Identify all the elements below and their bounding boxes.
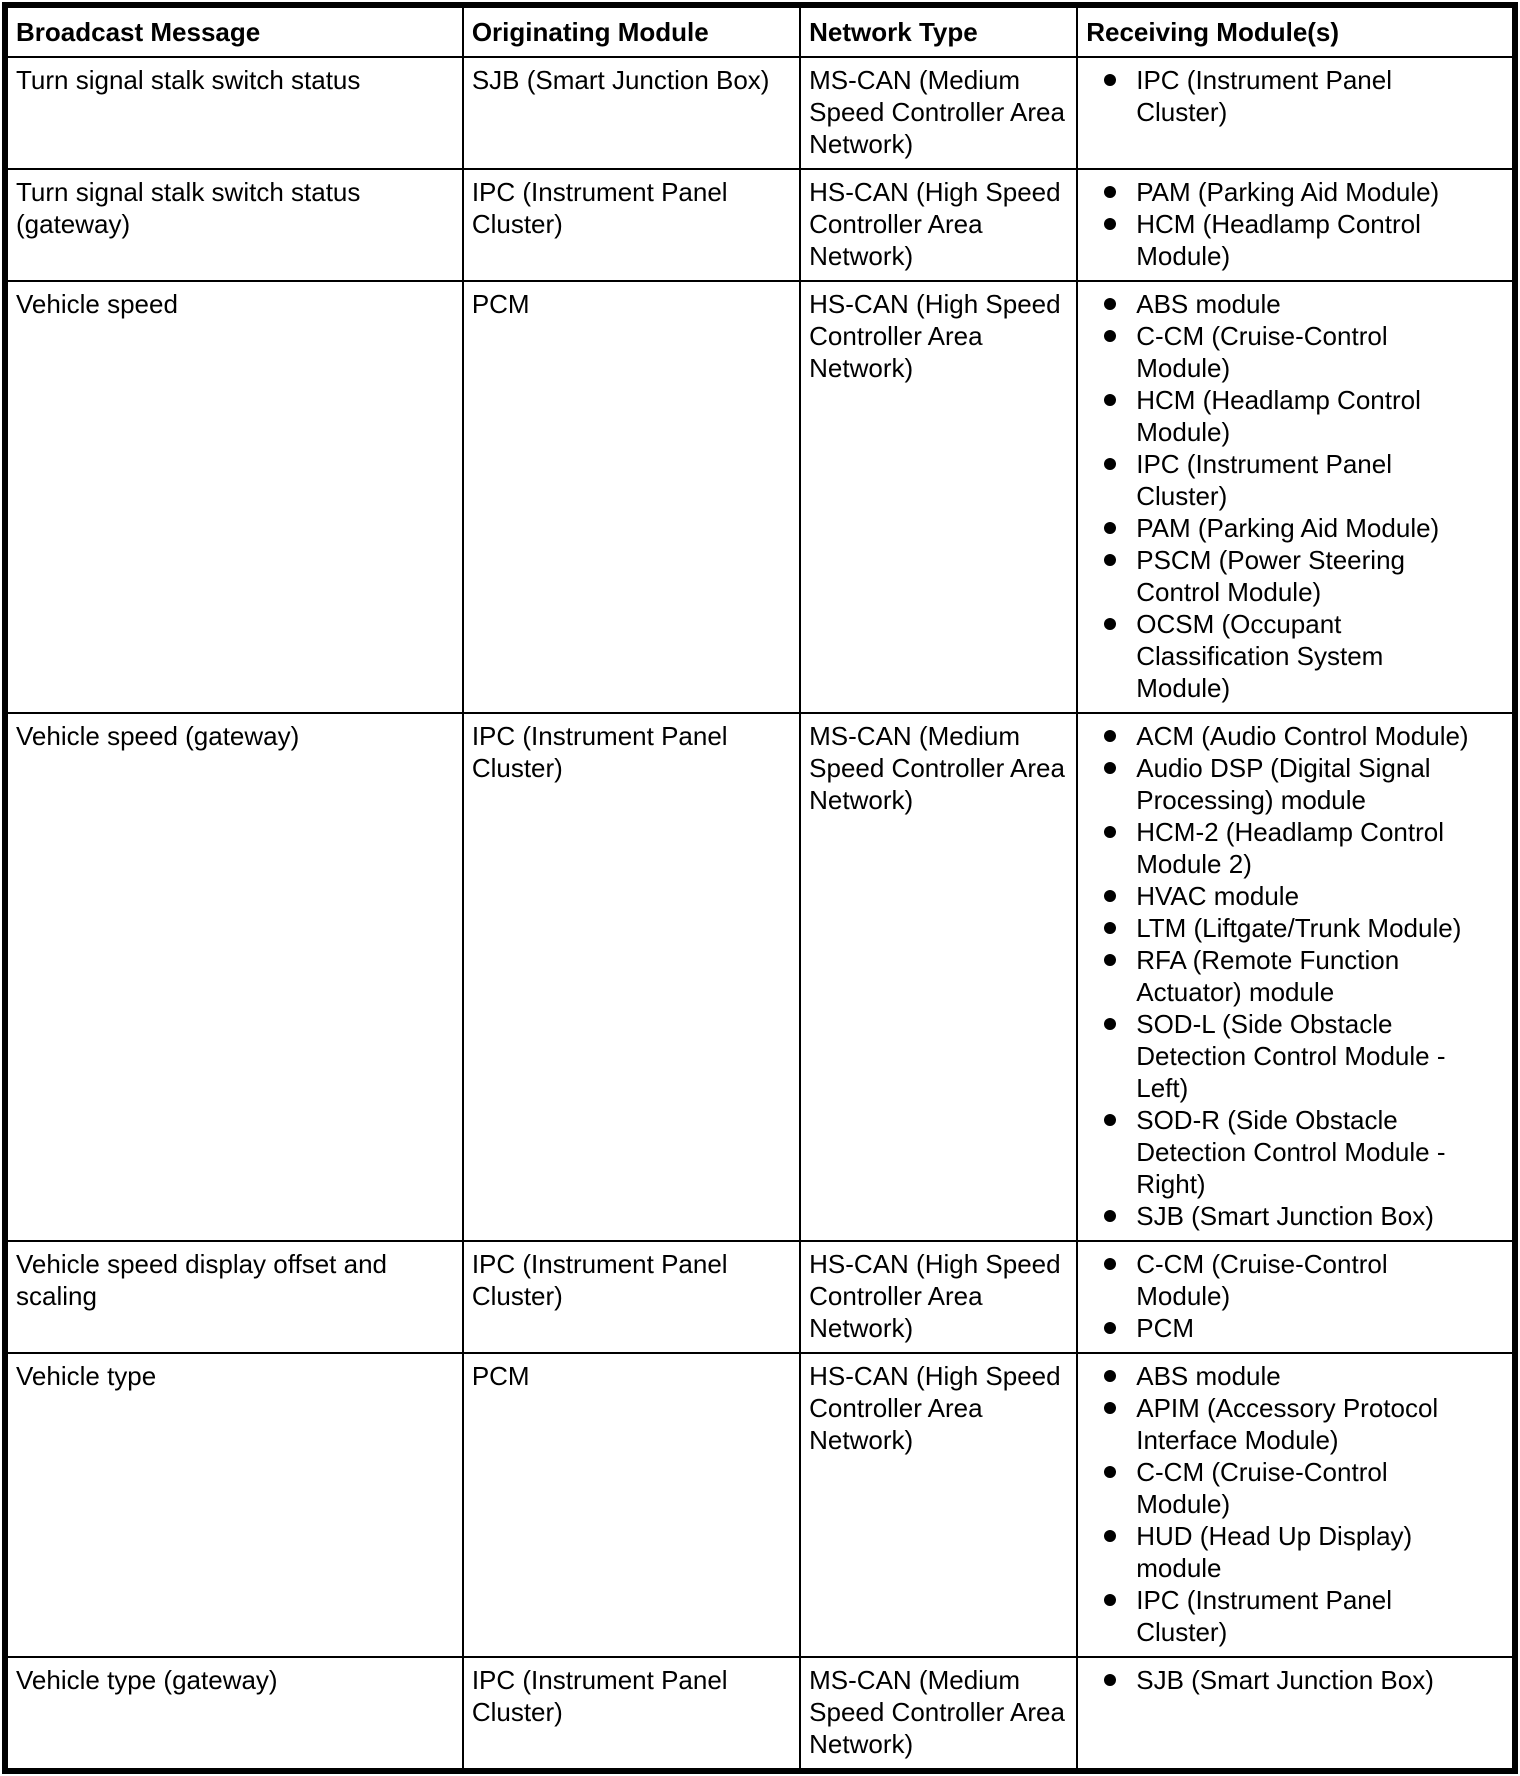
receiving-module-item (1086, 1008, 1484, 1104)
receiving-module-item (1086, 720, 1484, 752)
bullet-icon (1104, 186, 1116, 198)
receiving-module-item (1086, 544, 1484, 608)
receiving-module-label: PCM (1136, 1313, 1195, 1343)
receiving-module-label: HCM (Headlamp Control Module) (1136, 209, 1421, 271)
receiving-module-label: ACM (Audio Control Module) (1136, 721, 1469, 751)
receiving-module-item (1086, 1664, 1484, 1696)
bullet-icon (1104, 522, 1116, 534)
bullet-icon (1104, 218, 1116, 230)
cell-originating-module: PCM (463, 1353, 800, 1657)
bullet-icon (1104, 1402, 1116, 1414)
column-header-broadcast-message: Broadcast Message (5, 5, 463, 57)
receiving-module-label: SJB (Smart Junction Box) (1136, 1201, 1434, 1231)
column-header-originating-module: Originating Module (463, 5, 800, 57)
header-row (5, 5, 1515, 57)
bullet-icon (1104, 1322, 1116, 1334)
receiving-module-item (1086, 1360, 1484, 1392)
receiving-module-label: HCM-2 (Headlamp Control Module 2) (1136, 817, 1444, 879)
receiving-modules-list (1086, 720, 1484, 1232)
broadcast-message-table (2, 2, 1518, 1774)
cell-originating-module: SJB (Smart Junction Box) (463, 57, 800, 169)
cell-receiving-modules (1077, 169, 1515, 281)
cell-network-type: HS-CAN (High Speed Controller Area Network) (800, 281, 1077, 713)
cell-receiving-modules (1077, 1241, 1515, 1353)
receiving-module-label: ABS module (1136, 1361, 1281, 1391)
cell-broadcast-message: Vehicle type (5, 1353, 463, 1657)
bullet-icon (1104, 730, 1116, 742)
cell-originating-module: IPC (Instrument Panel Cluster) (463, 713, 800, 1241)
cell-network-type: HS-CAN (High Speed Controller Area Network) (800, 169, 1077, 281)
receiving-module-label: C-CM (Cruise-Control Module) (1136, 321, 1388, 383)
receiving-module-item (1086, 448, 1484, 512)
bullet-icon (1104, 1114, 1116, 1126)
receiving-module-item (1086, 176, 1484, 208)
cell-network-type: HS-CAN (High Speed Controller Area Network) (800, 1353, 1077, 1657)
receiving-modules-list (1086, 176, 1484, 272)
receiving-module-item (1086, 288, 1484, 320)
receiving-module-item (1086, 1392, 1484, 1456)
cell-broadcast-message: Vehicle speed (gateway) (5, 713, 463, 1241)
receiving-module-label: RFA (Remote Function Actuator) module (1136, 945, 1400, 1007)
column-header-receiving-modules: Receiving Module(s) (1077, 5, 1515, 57)
receiving-module-label: LTM (Liftgate/Trunk Module) (1136, 913, 1462, 943)
cell-receiving-modules (1077, 57, 1515, 169)
receiving-module-label: OCSM (Occupant Classification System Module) (1136, 609, 1384, 703)
receiving-module-item (1086, 752, 1484, 816)
cell-receiving-modules (1077, 281, 1515, 713)
receiving-module-item (1086, 912, 1484, 944)
receiving-module-item (1086, 64, 1484, 128)
bullet-icon (1104, 890, 1116, 902)
cell-receiving-modules (1077, 713, 1515, 1241)
bullet-icon (1104, 1210, 1116, 1222)
receiving-module-label: SOD-L (Side Obstacle Detection Control Module - Left) (1136, 1009, 1446, 1103)
cell-network-type: MS-CAN (Medium Speed Controller Area Network) (800, 713, 1077, 1241)
column-header-network-type: Network Type (800, 5, 1077, 57)
receiving-module-label: HCM (Headlamp Control Module) (1136, 385, 1421, 447)
receiving-modules-list (1086, 1664, 1484, 1696)
cell-network-type: HS-CAN (High Speed Controller Area Network) (800, 1241, 1077, 1353)
bullet-icon (1104, 1674, 1116, 1686)
receiving-module-label: Audio DSP (Digital Signal Processing) module (1136, 753, 1431, 815)
table-row (5, 169, 1515, 281)
bullet-icon (1104, 554, 1116, 566)
receiving-module-item (1086, 608, 1484, 704)
bullet-icon (1104, 298, 1116, 310)
receiving-module-label: HUD (Head Up Display) module (1136, 1521, 1413, 1583)
receiving-module-item (1086, 1312, 1484, 1344)
bullet-icon (1104, 1018, 1116, 1030)
table-row (5, 1241, 1515, 1353)
cell-broadcast-message: Vehicle speed display offset and scaling (5, 1241, 463, 1353)
receiving-module-item (1086, 880, 1484, 912)
bullet-icon (1104, 922, 1116, 934)
bullet-icon (1104, 394, 1116, 406)
receiving-module-label: PSCM (Power Steering Control Module) (1136, 545, 1405, 607)
receiving-module-label: ABS module (1136, 289, 1281, 319)
cell-network-type: MS-CAN (Medium Speed Controller Area Network) (800, 1657, 1077, 1771)
bullet-icon (1104, 826, 1116, 838)
receiving-modules-list (1086, 1360, 1484, 1648)
bullet-icon (1104, 762, 1116, 774)
cell-broadcast-message: Vehicle speed (5, 281, 463, 713)
table-row (5, 713, 1515, 1241)
receiving-modules-list (1086, 288, 1484, 704)
table-body (5, 57, 1515, 1771)
cell-originating-module: IPC (Instrument Panel Cluster) (463, 169, 800, 281)
receiving-module-label: C-CM (Cruise-Control Module) (1136, 1457, 1388, 1519)
cell-network-type: MS-CAN (Medium Speed Controller Area Network) (800, 57, 1077, 169)
receiving-module-item (1086, 320, 1484, 384)
cell-receiving-modules (1077, 1657, 1515, 1771)
receiving-module-item (1086, 384, 1484, 448)
bullet-icon (1104, 618, 1116, 630)
receiving-module-item (1086, 1200, 1484, 1232)
receiving-module-item (1086, 816, 1484, 880)
receiving-module-item (1086, 1456, 1484, 1520)
table-row (5, 57, 1515, 169)
cell-originating-module: IPC (Instrument Panel Cluster) (463, 1241, 800, 1353)
receiving-module-item (1086, 1584, 1484, 1648)
receiving-module-label: SOD-R (Side Obstacle Detection Control Module - Right) (1136, 1105, 1446, 1199)
bullet-icon (1104, 1370, 1116, 1382)
receiving-module-label: APIM (Accessory Protocol Interface Module) (1136, 1393, 1439, 1455)
receiving-module-label: IPC (Instrument Panel Cluster) (1136, 1585, 1393, 1647)
receiving-module-item (1086, 208, 1484, 272)
receiving-modules-list (1086, 64, 1484, 128)
table-row (5, 281, 1515, 713)
bullet-icon (1104, 1466, 1116, 1478)
cell-broadcast-message: Turn signal stalk switch status (gateway) (5, 169, 463, 281)
cell-originating-module: IPC (Instrument Panel Cluster) (463, 1657, 800, 1771)
receiving-module-label: PAM (Parking Aid Module) (1136, 177, 1440, 207)
receiving-module-item (1086, 1248, 1484, 1312)
receiving-module-label: IPC (Instrument Panel Cluster) (1136, 65, 1393, 127)
bullet-icon (1104, 1530, 1116, 1542)
cell-receiving-modules (1077, 1353, 1515, 1657)
receiving-module-label: SJB (Smart Junction Box) (1136, 1665, 1434, 1695)
cell-originating-module: PCM (463, 281, 800, 713)
bullet-icon (1104, 1594, 1116, 1606)
receiving-module-label: IPC (Instrument Panel Cluster) (1136, 449, 1393, 511)
table-row (5, 1353, 1515, 1657)
bullet-icon (1104, 954, 1116, 966)
bullet-icon (1104, 74, 1116, 86)
receiving-module-label: C-CM (Cruise-Control Module) (1136, 1249, 1388, 1311)
receiving-module-item (1086, 1104, 1484, 1200)
bullet-icon (1104, 458, 1116, 470)
table-row (5, 1657, 1515, 1771)
receiving-module-item (1086, 944, 1484, 1008)
receiving-module-item (1086, 1520, 1484, 1584)
bullet-icon (1104, 330, 1116, 342)
receiving-module-label: PAM (Parking Aid Module) (1136, 513, 1440, 543)
cell-broadcast-message: Vehicle type (gateway) (5, 1657, 463, 1771)
bullet-icon (1104, 1258, 1116, 1270)
receiving-module-item (1086, 512, 1484, 544)
receiving-module-label: HVAC module (1136, 881, 1300, 911)
receiving-modules-list (1086, 1248, 1484, 1344)
cell-broadcast-message: Turn signal stalk switch status (5, 57, 463, 169)
